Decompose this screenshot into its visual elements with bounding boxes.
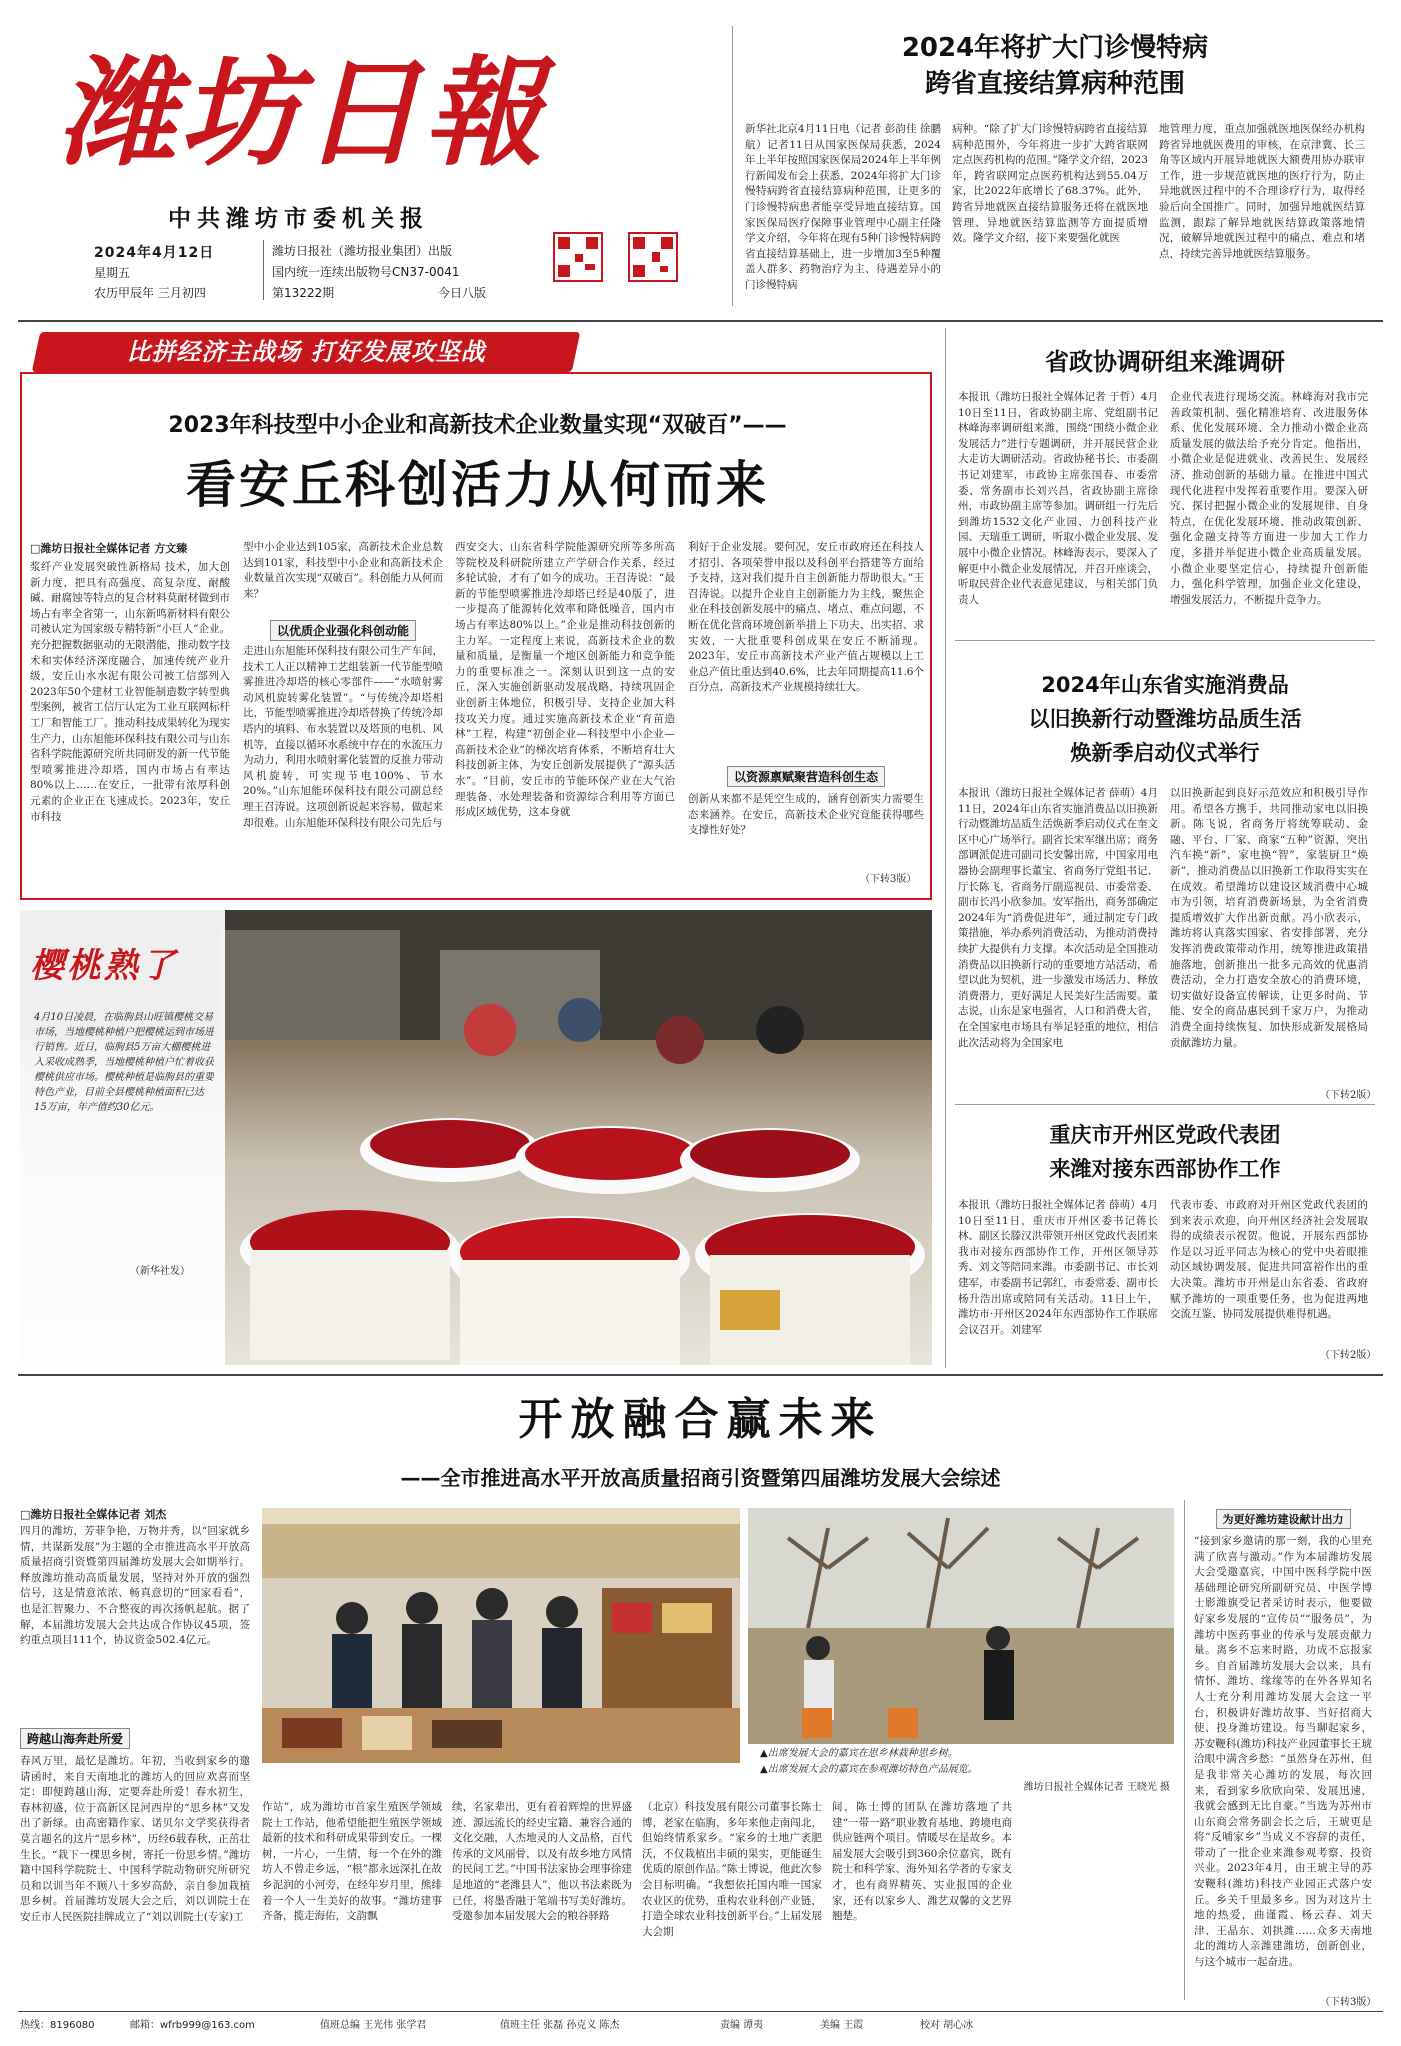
top-story-col-1: 新华社北京4月11日电（记者 彭韵佳 徐鹏航）记者11日从国家医保局获悉，2024年上半年按照国家医保局2024年上半年例行新闻发布会上获悉，2024年将扩大门诊慢特病跨省直接结算病种范围，让更多的门诊慢特病患者能享受异地直接结算。国家医保局医疗保障事业管理中心副主任隆学文介绍，今年将在现有5种门诊慢特病跨省直接结算基础上，进一步增加3至5种覆盖人群多、药物治疗为主、待遇差异小的门诊慢特病 <box>745 123 941 291</box>
feature-side-text: “接到家乡邀请的那一刻，我的心里充满了欣喜与激动。”作为本届潍坊发展大会受邀嘉宾，中国中医科学院中医基础理论研究所副研究员、中医学博士影潍旗受记者采访时表示，他要做好家乡发展的“宣传员”“服务员”，为潍坊中医药事业的传承与发展贡献力量。离乡不忘来时路，功成不忘报家乡。自首届潍坊发展大会以来，具有情怀、潍坊、缘缘等的在外各界知名人士充分利用潍坊发展大会这一平台，积极讲好潍坊故事、当好招商大使、投身潍坊建设。每当聊起家乡，苏安鞭科(潍坊)科技产业园董事长王琥洽眼中满含乡愁：“虽然身在苏州，但是我非常关心潍坊的发展，每次回来，看到家乡欣欣向荣、发展迅速，我就会感到无比自豪。”当选为苏州市山东商会常务副会长之后，王琥更是将“反哺家乡”当成义不容辞的责任，带动了一批企业来潍参观考察、投资兴业。2023年4月，由王琥主导的苏安鞭科(潍坊)科技产业园正式落户安丘。乡关千里最多乡。因为对这片土地的热爱，曲谨霞、杨云春、刘天津、王晶东、刘拱潍……众多天南地北的潍坊人亲潍建潍坊，创新创业，与这个城市一起奋进。 <box>1194 1535 1372 1969</box>
lead-col-1: 浆纤产业发展突破性新格局 技术，加大创新力度，把具有高强度、高复杂度、耐酸碱、耐腐蚀等特点的复合材料莫耐材做到市场占有率全省第一，山东新鸣新材料有限公司被认定为国家级专精特新“小巨人”企业。充分把握数据驱动的无限潜能，推动数字技术和实体经济深度融合，加速传统产业升级，安丘山水水泥有限公司被工信部列入2023年50个建材工业智能制造数字转型典型案例，被省工信厅认定为工业互联网标杆工厂和智能工厂。推动科技成果转化为现实生产力，山东旭能环保科技有限公司与山东省科学院能源研究所共同研发的新一代节能型喷雾推进冷却塔，国内市场占有率达80%以上……在安丘，一批带有浓厚科创元素的企业正在飞速成长。2023年，安丘市科技 <box>30 561 230 823</box>
cherry-title: 樱桃熟了 <box>30 946 178 986</box>
masthead-date: 2024年4月12日 <box>94 245 215 261</box>
kaizhou-continued: （下转2版） <box>1320 1350 1377 1361</box>
lead-subhead-1: 以优质企业强化科创动能 <box>270 620 416 641</box>
feature-col-2: 作站”，成为潍坊市首家生殖医学领域院士工作站，他希望能把生殖医学领域最新的技术和科研成果带到安丘。一棵树，一片心，一生情，每一个在外的潍坊人不曾走乡远，“根”都永远深扎在故乡泥润的小河旁，在经年岁月里，熊绯着一个人一生美好的故事。“潍坊建事齐备，揽走海佑，文韵飘 <box>262 1801 442 1923</box>
lead-continued: （下转3版） <box>860 874 917 885</box>
feature-photo-caption-2: ▲出席发展大会的嘉宾在参观潍坊特色产品展览。 <box>760 1764 978 1775</box>
feature-photo-credit: 潍坊日报社全媒体记者 王晓光 摄 <box>1023 1782 1170 1793</box>
top-story-col-2: 病种。“除了扩大门诊慢特病跨省直接结算病种范围外，今年将进一步扩大跨省联网定点医药机构的范围。”隆学文介绍，2023年，跨省联网定点医药机构达到55.04万家，比2022年底增长了68.37%。此外，跨省异地就医直接结算服务还将在就医地管理、异地就医结算监测等方面提质增效。隆学文介绍，接下来要强化就医 <box>952 123 1148 245</box>
lead-col-2a: 型中小企业达到105家，高新技术企业总数达到101家，科技型中小企业和高新技术企业数量首次实现“双破百”。科创能力从何而来？ <box>243 541 443 600</box>
masthead <box>18 18 718 320</box>
qr-code-icon <box>628 232 678 282</box>
feature-col-3: 续，名家辈出，更有着着辉煌的世界盛迹、源远流长的经史宝籍、兼容合通的文化交融，人杰地灵的人文品格，百代传承的文风丽骨，以及有故乡地方风情的民间工艺。”中国书法家协会理事徐建是地道的“老潍县人”，他以书法素既为已任，将墨香融于笔端书写美好潍坊。受邀参加本届发展大会的粮谷驿路 <box>452 1801 632 1923</box>
masthead-lunar: 农历甲辰年 三月初四 <box>94 286 206 300</box>
cppcc-headline: 省政协调研组来潍调研 <box>1045 348 1285 376</box>
cherry-credit: （新华社发） <box>130 1266 190 1277</box>
lead-kicker: 2023年科技型中小企业和高新技术企业数量实现“双破百”—— <box>168 413 787 438</box>
feature-photo-tree <box>748 1508 1174 1744</box>
feature-headline: 开放融合赢未来 <box>518 1394 883 1445</box>
lead-byline: □潍坊日报社全媒体记者 方文臻 <box>30 542 188 555</box>
consumer-continued: （下转2版） <box>1320 1090 1377 1101</box>
feature-subhead: ——全市推进高水平开放高质量招商引资暨第四届潍坊发展大会综述 <box>400 1466 1001 1490</box>
footer-editor-4: 美编 王霞 <box>820 2020 864 2031</box>
lead-subhead-2: 以资源禀赋聚营造科创生态 <box>727 766 885 787</box>
cppcc-col-2: 企业代表进行现场交流。林峰海对我市完善政策机制、强化精准培育、改进服务体系、优化发展环境、全力推动小微企业高质量发展的做法给予充分肯定。他指出，小微企业是促进就业、改善民生、发展经济、推动创新的基础力量。在推进中国式现代化进程中发挥着重要作用。要深入研究、探讨把握小微企业的发展规律、自身特点，在优化发展环境、推动政策创新、强化金融支持等方面进一步加大工作力度，多措并举促进小微企业高质量发展。小微企业要坚定信心，持续提升创新能力，强化科学管理，加强企业文化建设，增强发展活力，不断提升竞争力。 <box>1170 391 1368 606</box>
lead-col-3: 西安交大、山东省科学院能源研究所等多所高等院校及科研院所建立产学研合作关系，经过多轮试验，才有了如今的成功。王召涛说：“最新的节能型喷雾推进冷却塔已经是40版了，进一步提高了能源转化效率和降低噪音，国内市场占有率达80%以上。”企业是推动科技创新的主力军。一定程度上来说，高新技术企业的数量和质量，是衡量一个地区创新能力和竞争能力的重要标准之一。深刻认识到这一点的安丘，深入实施创新驱动发展战略，持续巩固企业创新主体地位，积极引导、支持企业加大科技攻关力度。通过实施高新技术企业“育苗造林”工程，构建“初创企业—科技型中小企业—高新技术企业”的梯次培育体系，不断培育壮大科技创新主体，为安丘创新发展提供了“源头活水”。“目前，安丘市的节能环保产业在大气治理装备、水处理装备和资源综合利用等方面已形成区域优势，这本身就 <box>455 541 675 819</box>
lead-col-2b: 走进山东旭能环保科技有限公司生产车间，技术工人正以精神工艺组装新一代节能型喷雾推进冷却塔的核心零部件——“水喷射雾动风机旋转雾化装置”。“与传统冷却塔相比，节能型喷雾推进冷却塔替换了传统冷却塔内的填料、布水装置以及塔顶的电机、风机等，直接以循环水系统中存在的水流压力为动力，利用水喷射雾化装置的反推力带动风机旋转，可实现节电100%、节水20%。”山东旭能环保科技有限公司副总经理王召涛说。这项创新说起来容易，做起来却很难。山东旭能环保科技有限公司先后与 <box>243 645 443 829</box>
footer-editor-2: 值班主任 张磊 孙克义 陈杰 <box>500 2020 620 2031</box>
feature-col-1b: 春风万里，最忆是潍坊。年初，当收到家乡的邀请函时，来自天南地北的潍坊人的回应欢喜而坚定：即便跨越山海，定要奔赴所爱！春水初生，春林初盛，位于高新区昆河西岸的“思乡林”又发出了新绿。由高密籍作家、诺贝尔文学奖获得者莫言题名的这片“思乡林”，历经6载春秋，正茁壮生长。“栽下一棵思乡树，寄托一份思乡情。”潍坊籍中国科学院院士、中国科学院动物研究所研究员和以训当年不顾八十多岁高龄，亲自参加栽植思乡树。首届潍坊发展大会之后，刘以训院士在安丘市人民医院挂牌成立了“刘以训院士(专家)工 <box>20 1755 250 1923</box>
feature-photo-caption-1: ▲出席发展大会的嘉宾在思乡林栽种思乡树。 <box>760 1748 958 1759</box>
lead-col-4a: 利好于企业发展。要何况，安丘市政府还在科技人才招引、各项荣誉申报以及科创平台搭建等方面给予支持，这对我们提升自主创新能力帮助很大。”王召涛说。以提升企业自主创新能力为主线，聚焦企业在科技创新发展中的痛点、堵点、难点问题，不断在优化营商环境创新举措上下功夫、出实招、求实效，一大批重要科创成果在安丘不断涌现。2023年，安丘市高新技术产业产值占规模以上工业总产值比重达到40.6%，比去年同期提高11.6个百分点，高新技术产业规模持续壮大。 <box>688 541 924 694</box>
consumer-col-1: 本报讯（潍坊日报社全媒体记者 薛萌）4月11日，2024年山东省实施消费品以旧换新行动暨潍坊品质生活焕新季启动仪式在奎文区中心广场举行。副省长宋军继出席；商务部调派促进司副司长安馨出席，中国家用电器协会副理事长董宝、省商务厅党组书记、厅长陈飞，省商务厅副巡视员、市委常委、副市长冯小欣参加。安军指出，商务部确定2024年为“消费促进年”，通过制定专门政策措施，举办系列消费活动，为推动消费持续扩大提供有力支撑。本次活动是全国推动消费品以旧换新行动的重要地方站活动，希望以此为契机，进一步激发市场活力、释放消费潜力，更好满足人民美好生活需要。董志说，山东是家电强省，人口和消费大省，在全国家电市场具有举足轻重的地位，相信此次活动将为全国家电 <box>958 787 1158 1049</box>
masthead-title: 潍坊日報 <box>58 43 547 182</box>
masthead-publisher: 潍坊日报社（潍坊报业集团）出版 <box>272 244 453 258</box>
section-banner: 比拼经济主战场 打好发展攻坚战 <box>32 332 581 372</box>
footer-email: 邮箱：wfrb999@163.com <box>130 2020 255 2031</box>
kaizhou-col-1: 本报讯（潍坊日报社全媒体记者 薛萌）4月10日至11日，重庆市开州区委书记蒋长林、副区长滕汉洪带领开州区党政代表团来我市对接东西部协作工作，开州区领导苏秀、刘文等陪同来潍。市委副书记、市长刘建军，市委副书记郭红，市委常委、副市长杨升浩出席或陪同有关活动。11日上午，潍坊市·开州区2024年东西部协作工作联席会议召开。刘建军 <box>958 1199 1158 1336</box>
cherry-caption: 4月10日凌晨，在临朐县山旺镇樱桃交易市场，当地樱桃种植户把樱桃运到市场进行销售。近日，临朐县5万亩大棚樱桃进入采收成熟季，当地樱桃种植户忙着收获樱桃供应市场。樱桃种植是临朐县的重要特色产业，目前全县樱桃种植面积已达15万亩，年产值约30亿元。 <box>34 1012 214 1113</box>
feature-col-4: （北京）科技发展有限公司董事长陈士博，老家在临朐，多年来他走南闯北，但始终情系家乡。“家乡的土地广袤肥沃，不仅栽植出丰硕的果实，更能诞生优质的原创作品。”陈士博说，他此次参会目标明确。“我想依托国内唯一国家农业区的优势，重构农业科创产业链，打造全球农业科技创新平台。”上届发展大会期 <box>642 1801 822 1938</box>
masthead-subtitle: 中共潍坊市委机关报 <box>168 206 429 232</box>
kaizhou-col-2: 代表市委、市政府对开州区党政代表团的到来表示欢迎，向开州区经济社会发展取得的成绩表示祝贺。他说，开展东西部协作是以习近平同志为核心的党中央着眼推动区域协调发展、促进共同富裕作出的重大决策。潍坊市开州是山东省委、省政府赋予潍坊的一项重要任务，也为促进两地交流互鉴、协同发展提供难得机遇。 <box>1170 1199 1368 1321</box>
footer-editor-3: 责编 谭夷 <box>720 2020 764 2031</box>
feature-subhead-1: 跨越山海奔赴所爱 <box>20 1728 130 1749</box>
feature-col-5: 间，陈士博的团队在潍坊落地了共建“一带一路”职业教育基地、跨境电商供应链两个项目。情暖尽在是故乡。本届发展大会吸引到360余位嘉宾，既有院士和科学家、海外知名学者的专家支才，也有商界精英、实业报国的企业家，还有以家乡人、潍艺双馨的文艺界翘楚。 <box>832 1801 1012 1923</box>
masthead-issue: 第13222期 <box>272 286 335 300</box>
footer <box>20 2016 1380 2032</box>
masthead-pages: 今日八版 <box>438 286 487 300</box>
top-story-col-3: 地管理力度，重点加强就医地医保经办机构跨省异地就医费用的审核，在京津冀、长三角等区域内开展异地就医大额费用协办联审工作，进一步规范就医地的医疗行为，防止异地就医过程中的不合理诊疗行为，取得经验后向全国推广。同时，加强异地就医结算监测，跟踪了解异地就医结算政策落地情况，破解异地就医过程中的痛点、难点和堵点，持续完善异地就医结算服务。 <box>1159 123 1365 260</box>
lead-headline: 看安丘科创活力从何而来 <box>186 456 769 514</box>
footer-editor-1: 值班总编 王光伟 张学君 <box>320 2020 427 2031</box>
cppcc-col-1: 本报讯（潍坊日报社全媒体记者 于哲）4月10日至11日，省政协副主席、党组副书记林峰海率调研组来潍，围绕“围绕小微企业发展活力”进行专题调研，并开展民营企业大走访大调研活动。省政协秘书长、市委副书记刘建军，市政协主席张国春、市委常委、常务副市长刘兴昌，省政协副主席徐州，市政协副主席等参加。调研组一行先后到潍坊1532文化产业园、力创科技产业园、天瑞重工调研，听取小微企业发展、发展中小微企业情况。林峰海表示，要深入了解更中小微企业发展情况，并召开座谈会，听取民营企业代表意见建议，与相关部门负责人 <box>958 391 1158 606</box>
feature-col-1a: 四月的潍坊，芳菲争艳，万物并秀，以“回家就乡情，共谋新发展”为主题的全市推进高水平开放高质量招商引资暨第四届潍坊发展大会如期举行。释放潍坊推动高质量发展，坚持对外开放的强烈信号，这是情意浓浓、畅真意切的“回家看看”，也是汇智聚力、不合整夜的再次扬帆起航。据了解，本届潍坊发展大会共达成合作协议45项，签约重点项目111个，协议资金502.4亿元。 <box>20 1525 250 1647</box>
footer-editor-5: 校对 胡心冰 <box>920 2020 974 2031</box>
feature-photo-expo <box>262 1508 740 1763</box>
top-story-title: 2024年将扩大门诊慢特病 跨省直接结算病种范围 <box>901 33 1209 99</box>
feature-continued: （下转3版） <box>1320 1997 1377 2008</box>
lead-col-4b: 创新从来都不是凭空生成的，涵育创新实力需要生态来涵养。在安丘，高新技术企业究竟能获得哪些支撑性好处？ <box>688 793 924 837</box>
footer-hotline: 热线：8196080 <box>20 2020 95 2031</box>
feature-side-title: 为更好潍坊建设献计出力 <box>1216 1509 1351 1529</box>
masthead-weekday: 星期五 <box>94 266 131 280</box>
masthead-cn-number: 国内统一连续出版物号CN37-0041 <box>272 265 460 279</box>
feature-byline: □潍坊日报社全媒体记者 刘杰 <box>20 1508 167 1521</box>
consumer-col-2: 以旧换新起到良好示范效应和积极引导作用。希望各方携手，共同推动家电以旧换新。陈飞说，省商务厅将统筹联动、金融、平台、厂家、商家“五种”资源，突出汽车换“新”，家电换“智”，家装厨卫“焕新”，推动消费品以旧换新工作取得实实在在成效。希望潍坊以建设区域消费中心城市为引领，培育消费新场景，为全省消费提质增效扩大作出新贡献。冯小欣表示，潍坊将认真落实国家、省安排部署，充分发挥消费政策带动作用，统筹推进政策措施落地，创新推出一批多元高效的优惠消费活动，全力打造安全放心的消费环境，切实做好设备宣传解读，让更多时尚、节能、安全的商品惠民到千家万户，为推动消费全面持续恢复、加快形成新发展格局贡献潍坊力量。 <box>1170 787 1368 1049</box>
consumer-headline: 2024年山东省实施消费品 以旧换新行动暨潍坊品质生活 焕新季启动仪式举行 <box>1028 673 1302 765</box>
kaizhou-headline: 重庆市开州区党政代表团 来潍对接东西部协作工作 <box>1049 1123 1281 1181</box>
qr-code-icon <box>553 232 603 282</box>
